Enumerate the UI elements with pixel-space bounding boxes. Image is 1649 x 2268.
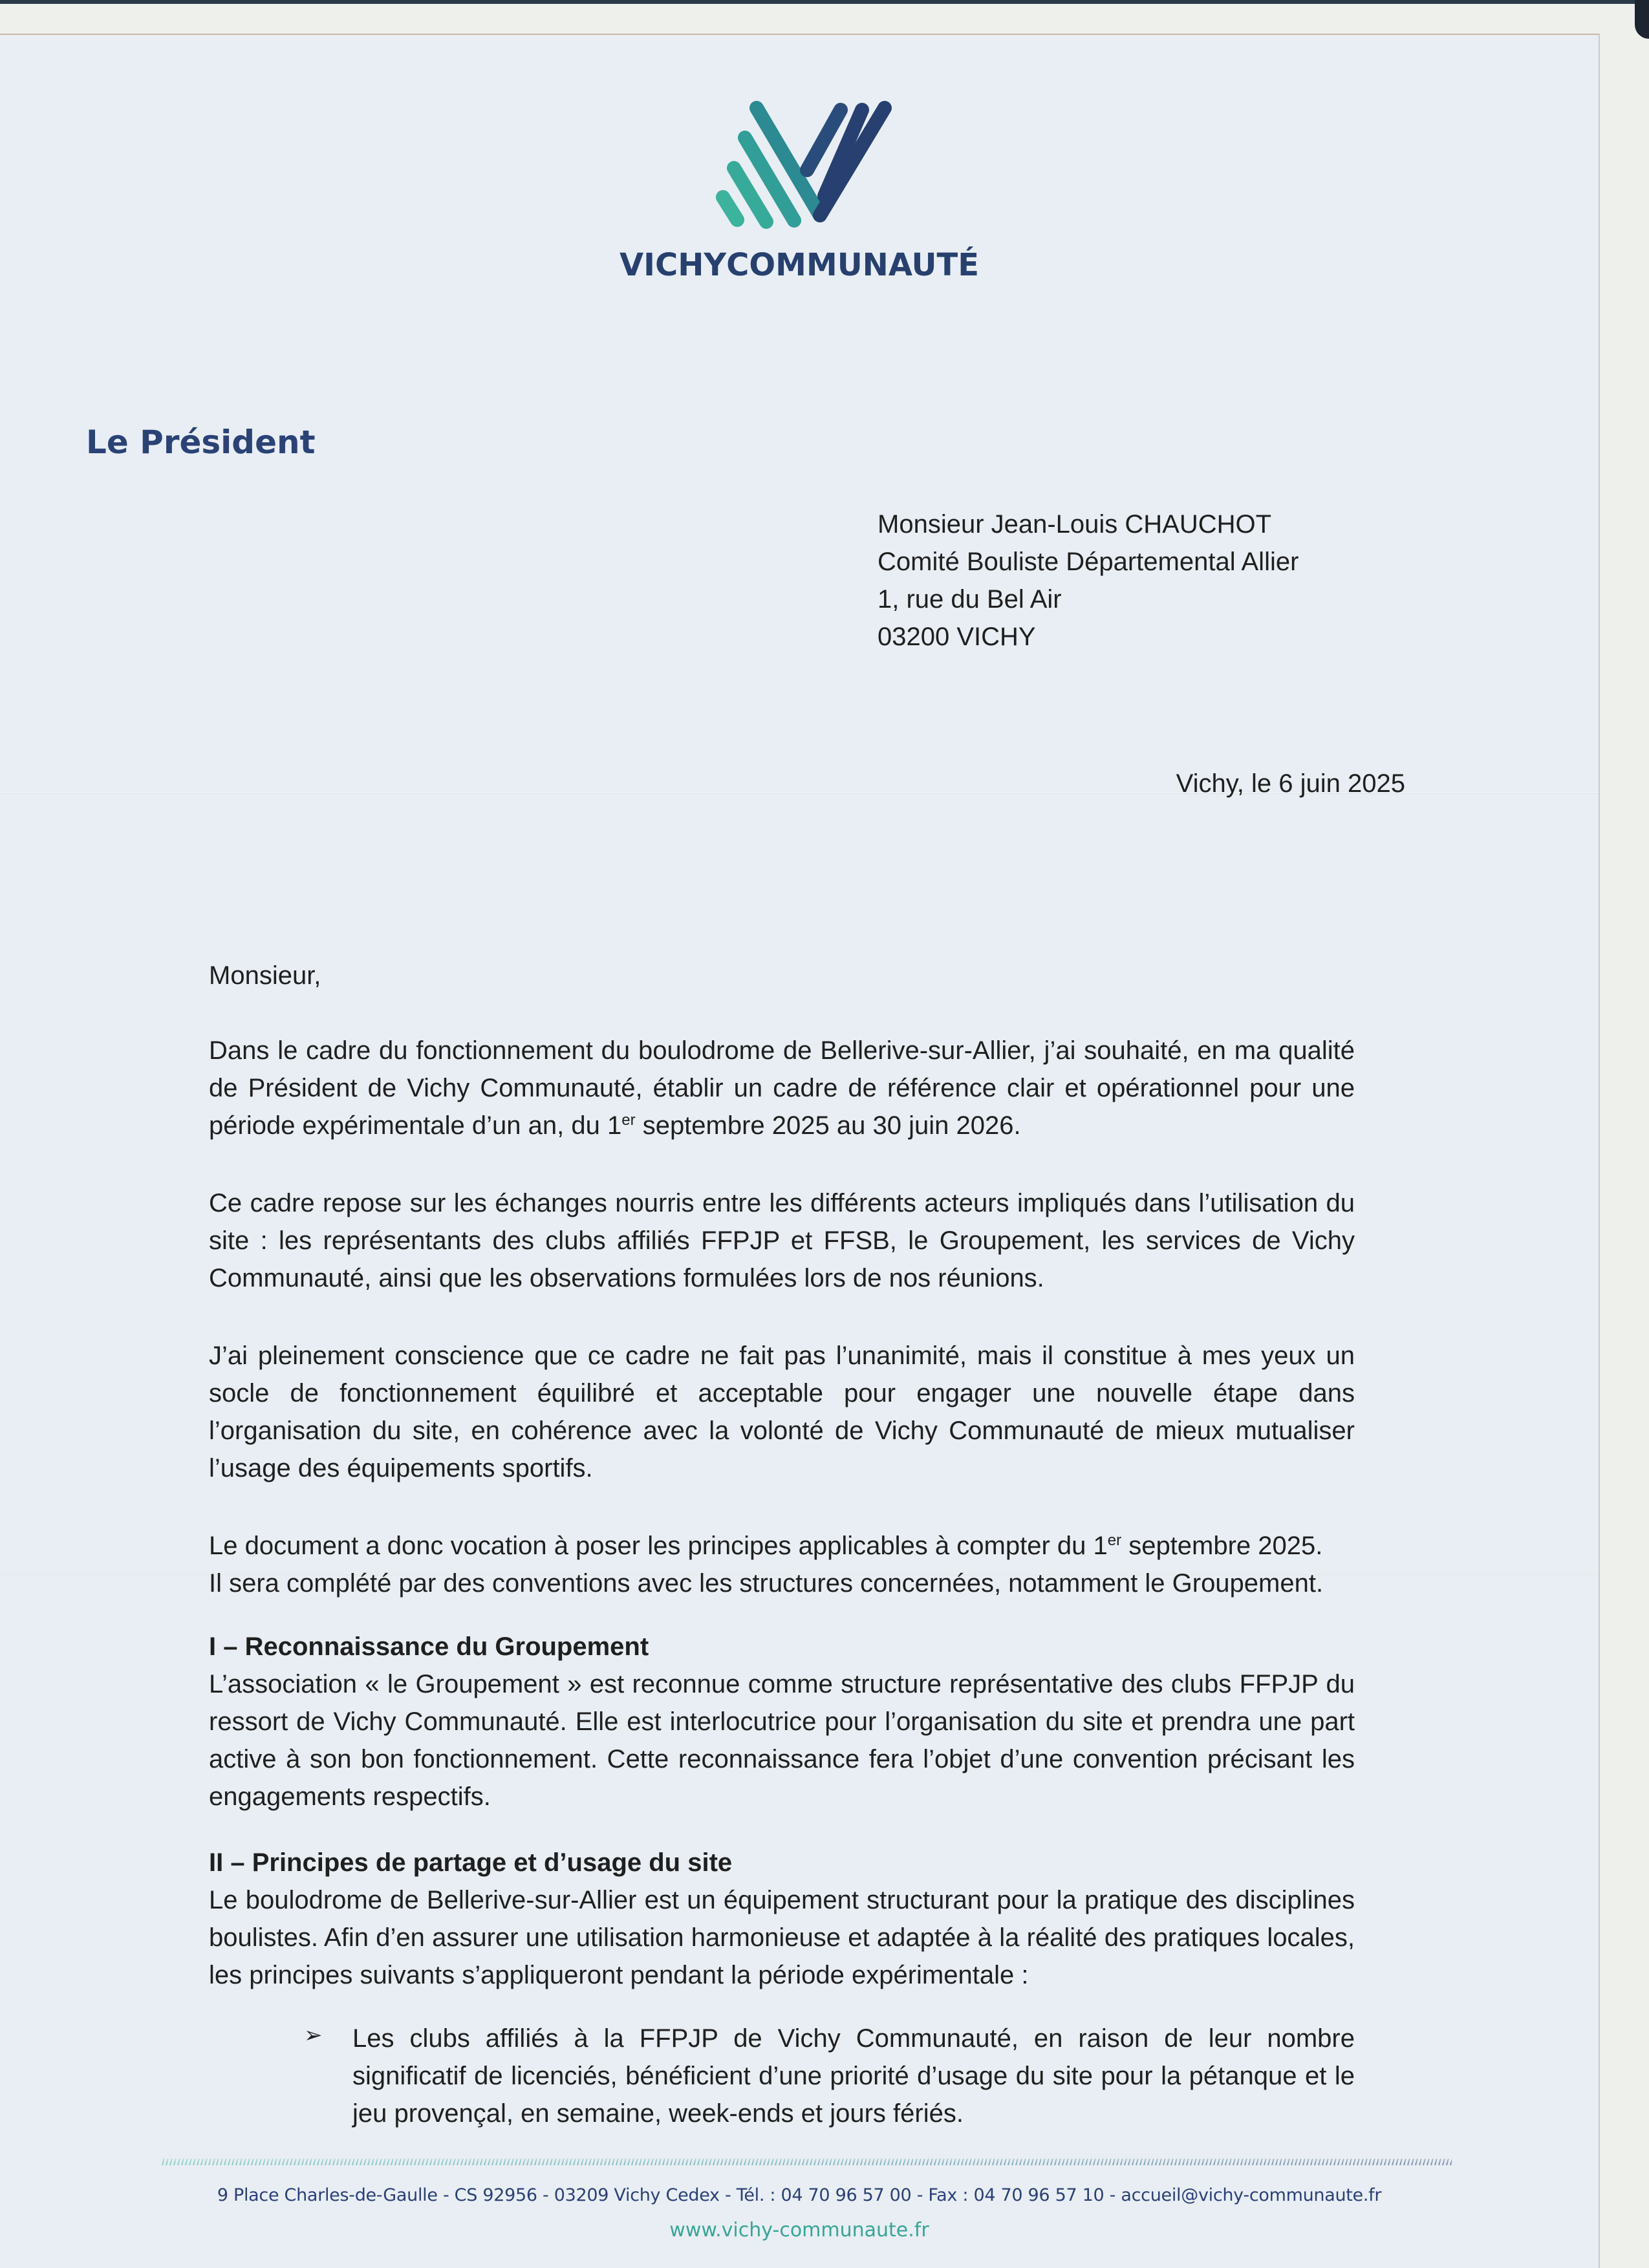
bullet-item: Les clubs affiliés à la FFPJP de Vichy Communauté, en raison de leur nombre significatif de licenciés, bénéficient d’une priorité d’usage du site pour la pétanque et le jeu provençal, en semaine, week-ends et jours fériés.	[352, 2024, 1355, 2128]
paragraph-intro	[209, 1032, 1355, 1144]
recipient-street: 1, rue du Bel Air	[878, 585, 1062, 614]
paragraph-text: J’ai pleinement conscience que ce cadre ne fait pas l’unanimité, mais il constitue à mes yeux un socle de fonctionnement équilibré et acceptable pour engager une nouvelle étape dans l’organisation du site, en cohérence avec la volonté de Vichy Communauté de mieux mutualiser l’usage des équipements sportifs.	[209, 1342, 1355, 1482]
brand-name-communaute: COMMUNAUTÉ	[726, 247, 980, 283]
paragraph-text	[209, 1527, 1355, 1565]
ordinal-superscript: er	[621, 1111, 636, 1129]
brand-wordmark	[0, 247, 1599, 283]
section-heading: II – Principes de partage et d’usage du site	[209, 1848, 733, 1877]
salutation-text: Monsieur,	[209, 961, 321, 990]
paragraph-text-part: Le document a donc vocation à poser les principes applicables à compter du 1	[209, 1532, 1108, 1560]
paragraph-context	[209, 1184, 1355, 1297]
section-text: L’association « le Groupement » est reconnue comme structure représentative des clubs FFPJP du ressort de Vichy Communauté. Elle est interlocutrice pour l’organisation du site et prendra une part active à son bon fonctionnement. Cette reconnaissance fera l’objet d’une convention précisant les engagements respectifs.	[209, 1670, 1355, 1811]
section-usage-principles	[209, 1844, 1355, 1994]
paragraph-text-part: septembre 2025.	[1121, 1532, 1323, 1560]
section-groupement	[209, 1628, 1355, 1815]
letter-date: Vichy, le 6 juin 2025	[1176, 769, 1405, 798]
footer-hatched-rule	[162, 2158, 1452, 2166]
ordinal-superscript: er	[1107, 1532, 1122, 1549]
paragraph-scope	[209, 1527, 1355, 1602]
paragraph-text-part: Dans le cadre du fonctionnement du boulodrome de Bellerive-sur-Allier, j’ai souhaité, en ma qualité de Président de Vichy Communauté, établir un cadre de référence clair et opérationnel pour une période expérimentale d’un an, du 1	[209, 1036, 1355, 1140]
arrowhead-bullet-icon: ➢	[304, 2023, 323, 2048]
scanner-corner	[1635, 0, 1649, 39]
sender-title: Le Président	[86, 423, 316, 461]
footer-website-link[interactable]: www.vichy-communaute.fr	[669, 2219, 929, 2241]
section-heading: I – Reconnaissance du Groupement	[209, 1632, 649, 1661]
section-text: Le boulodrome de Bellerive-sur-Allier est un équipement structurant pour la pratique des disciplines boulistes. Afin d’en assurer une utilisation harmonieuse et adaptée à la réalité des pratiques locales, les principes suivants s’appliqueront pendant la période expérimentale :	[209, 1886, 1355, 1989]
salutation	[209, 957, 1355, 994]
recipient-name: Monsieur Jean-Louis CHAUCHOT	[878, 510, 1272, 539]
brand-name-vichy: VICHY	[619, 247, 727, 283]
footer-contact-address: 9 Place Charles-de-Gaulle - CS 92956 - 03209 Vichy Cedex - Tél. : 04 70 96 57 00 - Fax : 04 70 96 57 10 - accueil@vichy-communaute.fr	[217, 2185, 1382, 2205]
scanner-edge	[0, 0, 1649, 4]
recipient-organization: Comité Bouliste Départemental Allier	[878, 548, 1299, 576]
paragraph-text-part: septembre 2025 au 30 juin 2026.	[635, 1111, 1021, 1140]
paragraph-text	[209, 1032, 1355, 1144]
recipient-city: 03200 VICHY	[878, 623, 1036, 651]
paragraph-text: Ce cadre repose sur les échanges nourris entre les différents acteurs impliqués dans l’utilisation du site : les représentants des clubs affiliés FFPJP et FFSB, le Groupement, les services de Vichy Communauté, ainsi que les observations formulées lors de nos réunions.	[209, 1189, 1355, 1292]
recipient-address	[878, 506, 1299, 656]
logo-stripe	[723, 197, 737, 220]
paragraph-consensus	[209, 1337, 1355, 1487]
paragraph-text: Il sera complété par des conventions avec les structures concernées, notamment le Groupement.	[209, 1569, 1324, 1598]
vichy-communaute-logo-icon	[711, 100, 892, 233]
